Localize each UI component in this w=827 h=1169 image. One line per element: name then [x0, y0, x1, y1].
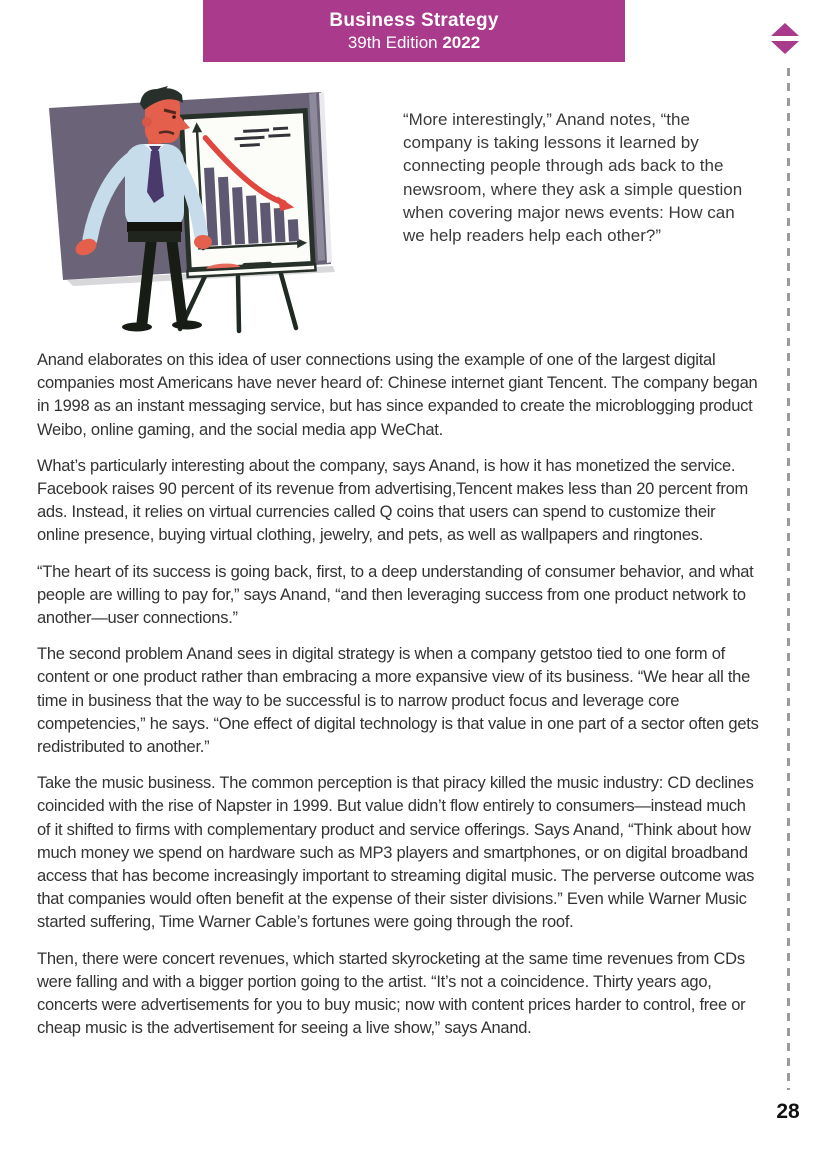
edition-year: 2022	[442, 33, 481, 53]
paragraph-3: “The heart of its success is going back, first, to a deep understanding of consumer behavior, and what people are willing to pay for,” says Anand, “and then leveraging success from one product network to another—user connections.”	[37, 562, 754, 628]
diamond-icon	[771, 23, 799, 55]
edition-prefix: 39th Edition	[347, 33, 443, 53]
dashed-vertical-rule	[787, 68, 790, 1090]
page-number: 28	[776, 1100, 800, 1123]
edition-subtitle	[348, 32, 480, 53]
paragraph-6: Then, there were concert revenues, which started skyrocketing at the same time revenues from CDs were falling and with a bigger portion going to the artist. “It’s not a coincidence. Thirty years ago, concerts were advertisements for you to buy music; now with content prices harder to control, free or cheap music is the advertisement for seeing a live show,” says Anand.	[37, 949, 746, 1038]
page-title: Business Strategy	[329, 9, 499, 31]
header-banner	[203, 0, 625, 62]
pull-quote: “More interestingly,” Anand notes, “the company is taking lessons it learned by connecting people through ads back to the newsroom, where they ask a simple question when covering major news events: How can we help readers help each other?”	[403, 110, 743, 246]
body-text	[37, 349, 761, 1053]
paragraph-4: The second problem Anand sees in digital strategy is when a company getstoo tied to one form of content or one product rather than embracing a more expansive view of its business. “We hear all the time in business that the way to be successful is to narrow product focus and leverage core competencies,” he says. “One effect of digital technology is that value in one part of a sector often gets redistributed to another.”	[37, 645, 759, 757]
presenter-declining-chart-illustration	[33, 86, 359, 336]
flipchart-board	[179, 111, 315, 277]
paragraph-5: Take the music business. The common perception is that piracy killed the music industry: CD declines coincided with the rise of Napster in 1999. But value didn’t flow entirely to consumers—instead much of it shifted to firms with complementary product and service offerings. Says Anand, “Think about how much money we spend on hardware such as MP3 players and smartphones, or on digital broadband access that has become increasingly important to streaming digital music. The perverse outcome was that companies would often benefit at the expense of their sister divisions.” Even while Warner Music started suffering, Time Warner Cable’s fortunes were going through the roof.	[37, 774, 755, 932]
paragraph-2: What’s particularly interesting about the company, says Anand, is how it has monetized the service. Facebook raises 90 percent of its revenue from advertising,Tencent makes less than 20 percent from ads. Instead, it relies on virtual currencies called Q coins that users can spend to customize their online presence, buying virtual clothing, jewelry, and pets, as well as wallpapers and ringtones.	[37, 456, 749, 545]
paragraph-1: Anand elaborates on this idea of user connections using the example of one of the largest digital companies most Americans have never heard of: Chinese internet giant Tencent. The company began in 1998 as an instant messaging service, but has since expanded to create the microblogging product Weibo, online gaming, and the social media app WeChat.	[37, 351, 758, 439]
